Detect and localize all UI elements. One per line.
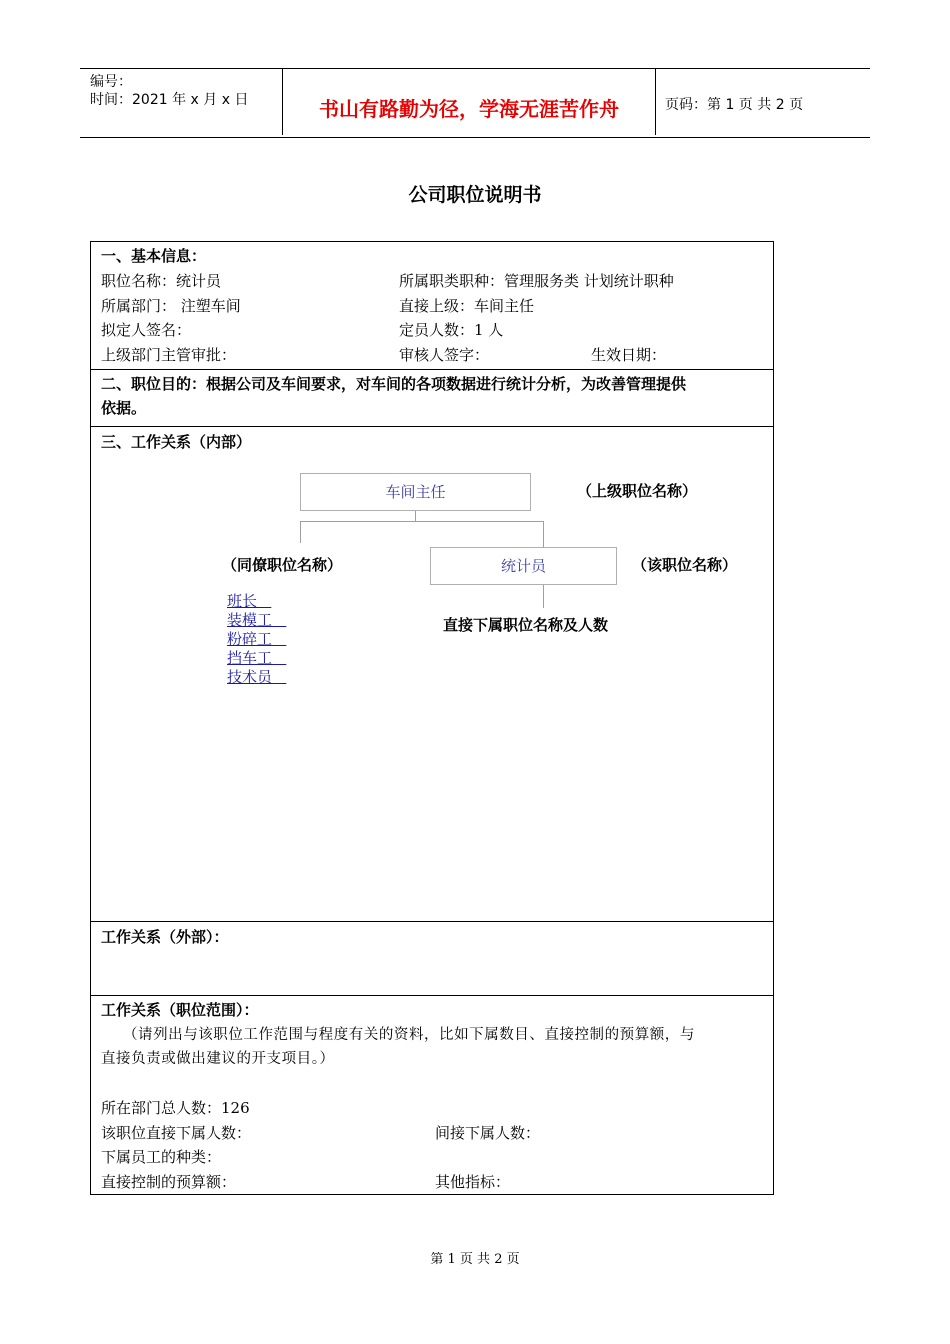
effective-date: 生效日期：: [591, 346, 667, 364]
purpose-line-1: 二、职位目的：根据公司及车间要求，对车间的各项数据进行统计分析，为改善管理提供: [101, 375, 687, 393]
scope-section: [90, 995, 774, 1195]
page-header: [80, 68, 870, 138]
headcount: 定员人数：1 人: [399, 321, 504, 339]
basic-info-heading: 一、基本信息：: [101, 247, 207, 265]
scope-note-line-1: （请列出与该职位工作范围与程度有关的资料，比如下属数目、直接控制的预算额，与: [123, 1027, 695, 1043]
code-label: 编号：: [90, 74, 132, 90]
self-caption: （该职位名称）: [632, 556, 738, 574]
superior-caption: （上级职位名称）: [577, 482, 698, 500]
external-heading: 工作关系（外部）：: [101, 928, 229, 946]
purpose-line-2: 依据。: [101, 399, 147, 417]
org-connector-left: [300, 521, 301, 543]
dept-approval: 上级部门主管审批：: [101, 346, 237, 364]
drafter-signature: 拟定人签名：: [101, 321, 192, 339]
external-relations-section: [90, 921, 774, 996]
self-position-box: 统计员: [430, 547, 617, 585]
indirect-subordinates: 间接下属人数：: [435, 1124, 541, 1142]
peer-link-dangchegong[interactable]: 挡车工: [227, 649, 287, 667]
peer-caption: （同僚职位名称）: [222, 556, 343, 574]
peer-link-banzhang[interactable]: 班长: [227, 592, 272, 610]
department: 所属部门： 注塑车间: [101, 297, 241, 315]
peer-link-zhuangmogong[interactable]: 装模工: [227, 611, 287, 629]
subordinate-caption: 直接下属职位名称及人数: [443, 616, 609, 634]
internal-heading: 三、工作关系（内部）: [101, 433, 252, 451]
org-connector-down: [543, 585, 544, 608]
time-label: 时间：2021 年 x 月 x 日: [90, 92, 249, 108]
header-right-cell: [655, 69, 870, 137]
purpose-section: [90, 369, 774, 427]
document-title: 公司职位说明书: [408, 184, 542, 206]
scope-heading: 工作关系（职位范围）：: [101, 1001, 259, 1019]
superior-box: 车间主任: [300, 473, 531, 511]
job-category: 所属职类职种：管理服务类 计划统计职种: [399, 272, 674, 290]
direct-budget: 直接控制的预算额：: [101, 1173, 237, 1191]
dept-total: 所在部门总人数：126: [101, 1099, 250, 1117]
page-number-label: 页码：第 1 页 共 2 页: [665, 97, 804, 113]
header-motto-cell: [282, 69, 656, 135]
peer-link-jishuyuan[interactable]: 技术员: [227, 668, 287, 686]
peer-link-fensuigong[interactable]: 粉碎工: [227, 630, 287, 648]
reviewer-signature: 审核人签字：: [399, 346, 490, 364]
direct-subordinates: 该职位直接下属人数：: [101, 1124, 252, 1142]
direct-superior: 直接上级：车间主任: [399, 297, 535, 315]
subordinate-types: 下属员工的种类：: [101, 1148, 222, 1166]
motto-text: 书山有路勤为径，学海无涯苦作舟: [319, 97, 619, 121]
org-connector-right: [543, 521, 544, 548]
position-name: 职位名称：统计员: [101, 272, 222, 290]
scope-note-line-2: 直接负责或做出建议的开支项目。）: [101, 1051, 335, 1067]
basic-info-section: [90, 241, 774, 370]
org-connector-horizontal: [300, 521, 544, 522]
other-indicators: 其他指标：: [435, 1173, 511, 1191]
header-left-cell: [80, 69, 282, 137]
page-footer: 第 1 页 共 2 页: [430, 1252, 520, 1267]
